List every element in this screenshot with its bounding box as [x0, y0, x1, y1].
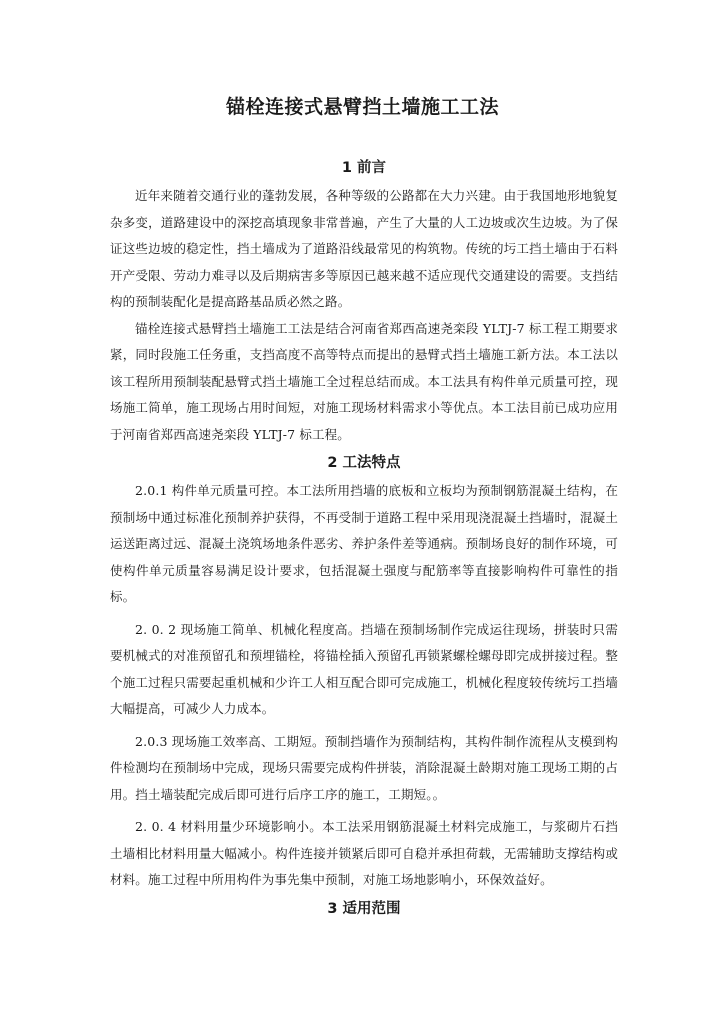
- paragraph: 锚栓连接式悬臂挡土墙施工工法是结合河南省郑西高速尧栾段 YLTJ-7 标工程工期要求紧，同时段施工任务重，支挡高度不高等特点而提出的悬臂式挡土墙施工新方法。本工法以该工程所用预制装配悬臂式挡土墙施工全过程总结而成。本工法具有构件单元质量可控，现场施工简单，施工现场占用时间短，对施工现场材料需求小等优点。本工法目前已成功应用于河南省郑西高速尧栾段 YLTJ-7 标工程。: [110, 320, 618, 442]
- section-heading-preface: 1 前言: [341, 160, 387, 176]
- section-heading-scope: 3 适用范围: [327, 900, 401, 917]
- document-title: 锚栓连接式悬臂挡土墙施工工法: [225, 96, 499, 118]
- paragraph: 2.0.3 现场施工效率高、工期短。预制挡墙作为预制结构，其构件制作流程从支模到构件检测均在预制场中完成，现场只需要完成构件拼装，消除混凝土龄期对施工现场工期的占用。挡土墙装配完成后即可进行后序工序的施工，工期短。。: [110, 733, 618, 802]
- paragraph: 2. 0. 4 材料用量少环境影响小。本工法采用钢筋混凝土材料完成施工，与浆砌片石挡土墙相比材料用量大幅减小。构件连接并锁紧后即可自稳并承担荷载，无需辅助支撑结构或材料。施工过程中所用构件为事先集中预制，对施工场地影响小，环保效益好。: [110, 819, 618, 887]
- section-heading-features: 2 工法特点: [327, 455, 401, 471]
- paragraph: 2.0.1 构件单元质量可控。本工法所用挡墙的底板和立板均为预制钢筋混凝土结构，在预制场中通过标准化预制养护获得，不再受制于道路工程中采用现浇混凝土挡墙时，混凝土运送距离过远、混凝土浇筑场地条件恶劣、养护条件差等通病。预制场良好的制作环境，可使构件单元质量容易满足设计要求，包括混凝土强度与配筋率等直接影响构件可靠性的指标。: [110, 483, 618, 604]
- paragraph: 近年来随着交通行业的蓬勃发展，各种等级的公路都在大力兴建。由于我国地形地貌复杂多变，道路建设中的深挖高填现象非常普遍，产生了大量的人工边坡或次生边坡。为了保证这些边坡的稳定性，挡土墙成为了道路沿线最常见的构筑物。传统的圬工挡土墙由于石料开产受限、劳动力难寻以及后期病害多等原因已越来越不适应现代交通建设的需要。支挡结构的预制装配化是提高路基品质必然之路。: [110, 188, 618, 309]
- document-body: [110, 153, 618, 924]
- paragraph: 2. 0. 2 现场施工简单、机械化程度高。挡墙在预制场制作完成运往现场，拼装时只需要机械式的对准预留孔和预埋锚栓，将锚栓插入预留孔再锁紧螺栓螺母即完成拼接过程。整个施工过程只需要起重机械和少许工人相互配合即可完成施工，机械化程度较传统圬工挡墙大幅提高，可减少人力成本。: [110, 621, 618, 716]
